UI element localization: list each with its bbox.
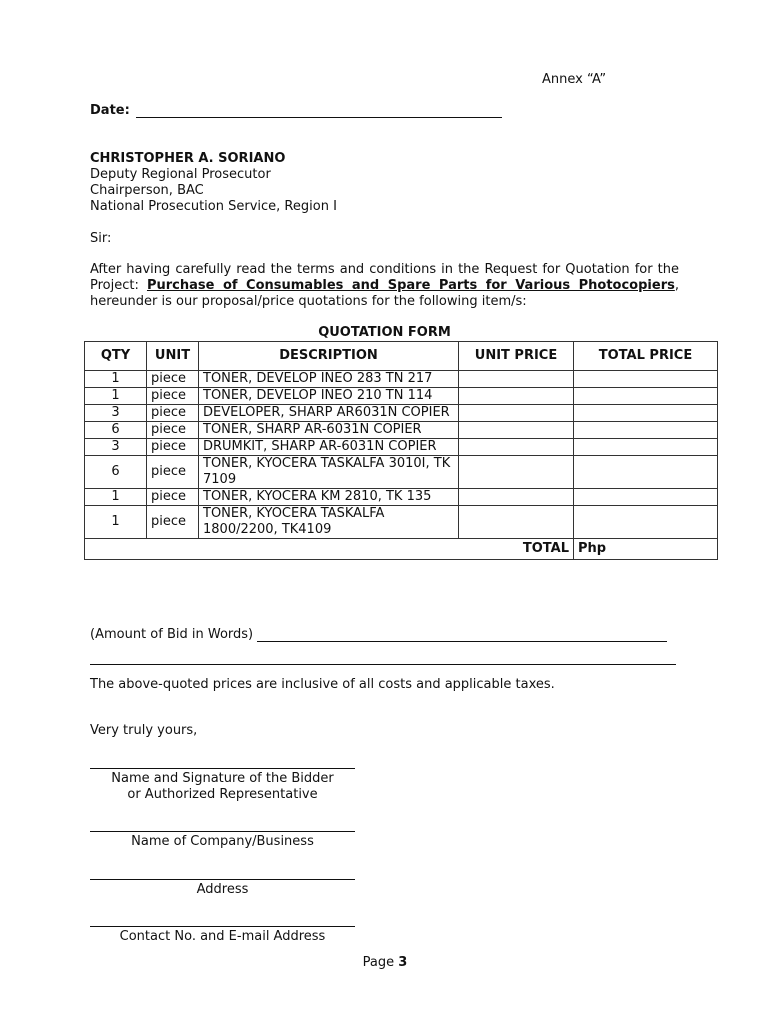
description-cell: TONER, DEVELOP INEO 283 TN 217 <box>199 371 459 388</box>
page-number <box>0 955 770 970</box>
amount-in-words-row <box>90 627 667 642</box>
intro-text-before: After having carefully read the terms and conditions in the Request for Quotation for the Project: <box>90 262 679 293</box>
qty-cell: 1 <box>85 388 147 405</box>
table-row <box>85 456 718 489</box>
signature-label: Name and Signature of the Bidder <box>111 771 334 786</box>
signature-label: Address <box>196 882 249 897</box>
table-header-row <box>85 342 718 371</box>
unit-price-cell[interactable] <box>459 456 574 489</box>
table-row <box>85 439 718 456</box>
qty-cell: 1 <box>85 506 147 539</box>
unit-price-cell[interactable] <box>459 422 574 439</box>
qty-cell: 6 <box>85 456 147 489</box>
unit-cell: piece <box>147 388 199 405</box>
signature-label: Name of Company/Business <box>131 834 314 849</box>
total-price-cell[interactable] <box>574 405 718 422</box>
total-price-cell[interactable] <box>574 371 718 388</box>
description-cell: TONER, DEVELOP INEO 210 TN 114 <box>199 388 459 405</box>
signature-bidder[interactable] <box>90 768 355 803</box>
total-row <box>85 539 718 560</box>
project-title: Purchase of Consumables and Spare Parts for Various Photocopiers <box>146 278 675 293</box>
description-cell: TONER, KYOCERA TASKALFA 3010I, TK 7109 <box>199 456 459 489</box>
unit-cell: piece <box>147 371 199 388</box>
description-cell: TONER, KYOCERA TASKALFA 1800/2200, TK4109 <box>199 506 459 539</box>
addressee-block <box>90 151 337 215</box>
quotation-table <box>84 341 718 560</box>
total-price-cell[interactable] <box>574 506 718 539</box>
signature-address[interactable] <box>90 879 355 898</box>
unit-price-cell[interactable] <box>459 371 574 388</box>
unit-cell: piece <box>147 456 199 489</box>
signature-contact[interactable] <box>90 926 355 945</box>
unit-price-cell[interactable] <box>459 439 574 456</box>
description-cell: TONER, KYOCERA KM 2810, TK 135 <box>199 489 459 506</box>
date-blank-line <box>136 104 502 118</box>
table-row <box>85 388 718 405</box>
qty-cell: 1 <box>85 371 147 388</box>
amount-in-words-label: (Amount of Bid in Words) <box>90 627 254 642</box>
amount-in-words-line[interactable] <box>257 627 667 642</box>
total-amount-cell[interactable]: Php <box>574 539 718 560</box>
table-row <box>85 489 718 506</box>
amount-in-words-line-2[interactable] <box>90 664 676 665</box>
unit-cell: piece <box>147 489 199 506</box>
addressee-name: CHRISTOPHER A. SORIANO <box>90 151 286 166</box>
unit-cell: piece <box>147 405 199 422</box>
salutation: Sir: <box>90 231 112 246</box>
intro-text-after: , hereunder is our proposal/price quotations for the following item/s: <box>90 278 679 309</box>
signature-label: Contact No. and E-mail Address <box>119 929 326 944</box>
addressee-position: Chairperson, BAC <box>90 183 204 198</box>
table-row <box>85 506 718 539</box>
description-cell: DRUMKIT, SHARP AR-6031N COPIER <box>199 439 459 456</box>
table-row <box>85 405 718 422</box>
page-label: Page <box>362 955 395 970</box>
unit-cell: piece <box>147 439 199 456</box>
header-unit-price: UNIT PRICE <box>459 342 574 371</box>
header-unit: UNIT <box>147 342 199 371</box>
addressee-office: National Prosecution Service, Region I <box>90 199 337 214</box>
header-qty: QTY <box>85 342 147 371</box>
total-price-cell[interactable] <box>574 439 718 456</box>
description-cell: TONER, SHARP AR-6031N COPIER <box>199 422 459 439</box>
unit-price-cell[interactable] <box>459 388 574 405</box>
total-label: TOTAL <box>85 539 574 560</box>
unit-price-cell[interactable] <box>459 506 574 539</box>
addressee-title: Deputy Regional Prosecutor <box>90 167 271 182</box>
page-number-value: 3 <box>398 955 408 970</box>
table-row <box>85 371 718 388</box>
unit-price-cell[interactable] <box>459 489 574 506</box>
intro-paragraph <box>90 262 679 310</box>
unit-cell: piece <box>147 422 199 439</box>
header-total-price: TOTAL PRICE <box>574 342 718 371</box>
total-price-cell[interactable] <box>574 489 718 506</box>
closing: Very truly yours, <box>90 723 198 738</box>
qty-cell: 1 <box>85 489 147 506</box>
signature-sublabel: or Authorized Representative <box>127 787 318 802</box>
qty-cell: 3 <box>85 439 147 456</box>
qty-cell: 3 <box>85 405 147 422</box>
total-price-cell[interactable] <box>574 456 718 489</box>
description-cell: DEVELOPER, SHARP AR6031N COPIER <box>199 405 459 422</box>
inclusive-note: The above-quoted prices are inclusive of all costs and applicable taxes. <box>90 677 555 692</box>
date-row <box>90 103 502 118</box>
annex-label: Annex “A” <box>542 72 607 87</box>
quotation-form-title: QUOTATION FORM <box>318 325 451 340</box>
signature-company[interactable] <box>90 831 355 850</box>
date-label: Date: <box>90 103 130 118</box>
table-row <box>85 422 718 439</box>
header-description: DESCRIPTION <box>199 342 459 371</box>
unit-price-cell[interactable] <box>459 405 574 422</box>
total-price-cell[interactable] <box>574 422 718 439</box>
qty-cell: 6 <box>85 422 147 439</box>
unit-cell: piece <box>147 506 199 539</box>
total-price-cell[interactable] <box>574 388 718 405</box>
